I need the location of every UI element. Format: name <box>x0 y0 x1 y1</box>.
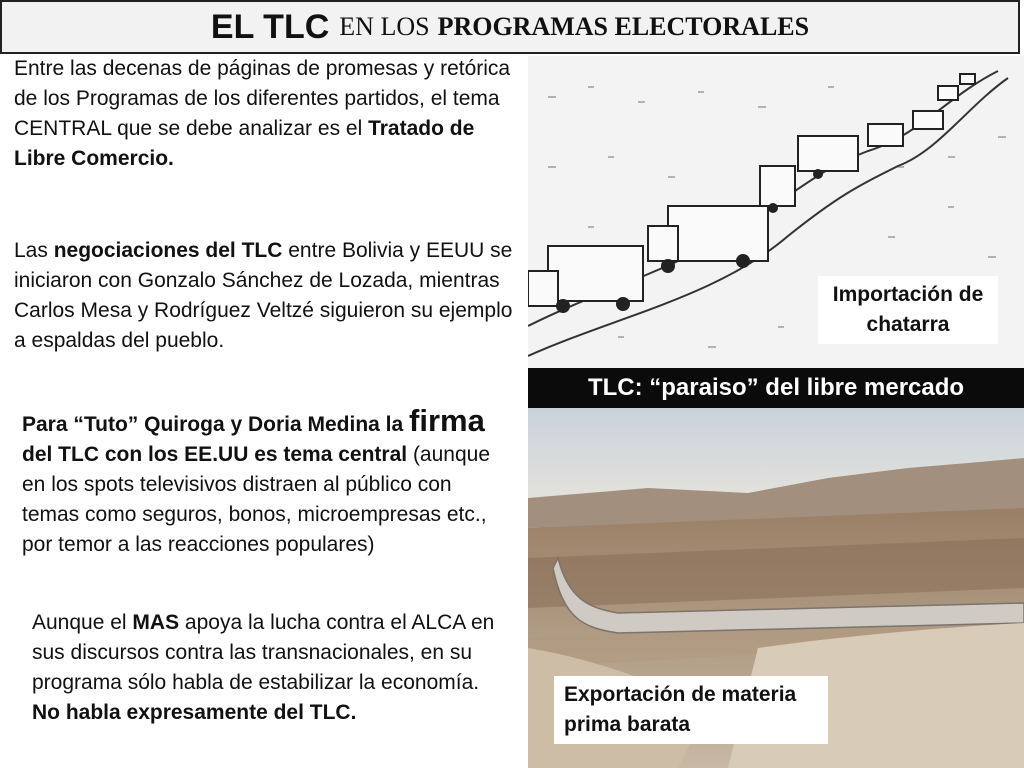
mas-text-1: Aunque el <box>32 611 133 634</box>
intro-text: Entre las decenas de páginas de promesas y retórica de los Programas de los diferentes partidos, el tema CENTRAL que se debe analizar es el <box>14 57 511 140</box>
paragraph-mas <box>32 608 512 728</box>
paragraph-negotiations <box>14 236 524 356</box>
negotiations-text-1: Las <box>14 239 54 262</box>
slide-title <box>0 0 1020 54</box>
caption-exportacion: Exportación de materia prima barata <box>554 676 828 744</box>
paragraph-intro <box>14 54 524 174</box>
banner-paraiso: TLC: “paraiso” del libre mercado <box>528 368 1024 408</box>
mas-text-2: apoya la lucha contra el ALCA en sus discursos contra las transnacionales, en su programa sólo habla de estabilizar la economía. <box>32 611 495 694</box>
paragraph-quiroga <box>22 403 512 560</box>
quiroga-bold-1: Para “Tuto” Quiroga y Doria Medina la <box>22 413 410 436</box>
negotiations-text-2: entre Bolivia y EEUU se iniciaron con Gonzalo Sánchez de Lozada, mientras Carlos Mesa y Rodríguez Veltzé siguieron su ejemplo a espaldas del pueblo. <box>14 239 513 352</box>
mas-bold-2: No habla expresamente del TLC. <box>32 701 357 724</box>
mas-bold: MAS <box>132 611 180 634</box>
title-en-los: EN LOS <box>339 12 430 41</box>
title-tlc: EL TLC <box>210 7 330 46</box>
negotiations-bold: negociaciones del TLC <box>53 239 283 262</box>
quiroga-firma: firma <box>409 403 485 438</box>
quiroga-bold-2: del TLC con los EE.UU es tema central <box>22 443 408 466</box>
caption-importacion: Importación de chatarra <box>818 276 998 344</box>
quiroga-text: (aunque en los spots televisivos distraen al público con temas como seguros, bonos, microempresas etc., por temor a las reacciones populares) <box>22 443 491 556</box>
intro-bold: Tratado de Libre Comercio. <box>14 117 475 170</box>
title-programas: PROGRAMAS ELECTORALES <box>437 12 810 41</box>
